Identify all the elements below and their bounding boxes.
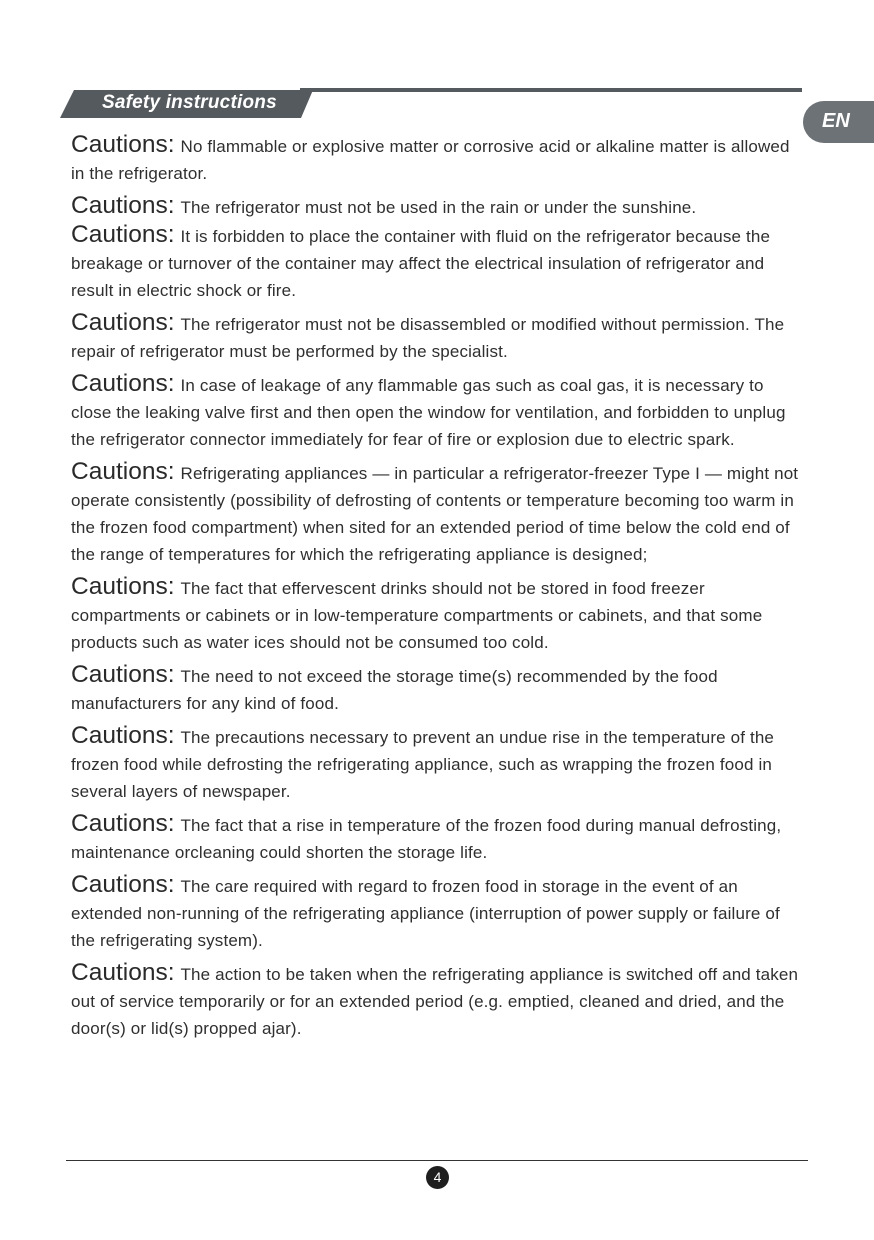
page-number: 4 <box>426 1166 449 1189</box>
caution-label: Cautions: <box>71 959 175 986</box>
caution-item <box>71 370 805 453</box>
caution-label: Cautions: <box>71 810 175 837</box>
caution-text: Refrigerating appliances — in particular a refrigerator-freezer Type I — might not operate consistently (possibility of defrosting of contents or temperature becoming too warm in the frozen food compartment) when sited for an extended period of time below the cold end of the range of temperatures for which the refrigerating appliance is designed; <box>71 464 799 564</box>
caution-label: Cautions: <box>71 309 175 336</box>
caution-item <box>71 458 805 568</box>
caution-item <box>71 221 805 304</box>
caution-label: Cautions: <box>71 221 175 248</box>
caution-text: No flammable or explosive matter or corrosive acid or alkaline matter is allowed in the refrigerator. <box>71 137 790 183</box>
language-tab <box>803 101 874 143</box>
header-rule <box>300 88 802 92</box>
caution-label: Cautions: <box>71 458 175 485</box>
caution-label: Cautions: <box>71 131 175 158</box>
caution-item <box>71 959 805 1042</box>
section-title: Safety instructions <box>102 92 277 113</box>
caution-text: The fact that effervescent drinks should not be stored in food freezer compartments or cabinets or in low-temperature compartments or cabinets, and that some products such as water ices should not be consumed too cold. <box>71 579 763 652</box>
caution-label: Cautions: <box>71 661 175 688</box>
cautions-list <box>71 131 805 1047</box>
caution-text: The care required with regard to frozen food in storage in the event of an extended non-running of the refrigerating appliance (interruption of power supply or failure of the refrigerating system). <box>71 877 780 950</box>
caution-item <box>71 573 805 656</box>
caution-label: Cautions: <box>71 871 175 898</box>
caution-item <box>71 722 805 805</box>
caution-text: In case of leakage of any flammable gas such as coal gas, it is necessary to close the leaking valve first and then open the window for ventilation, and forbidden to unplug the refrigerator connector immediately for fear of fire or explosion due to electric spark. <box>71 376 786 449</box>
caution-text: The fact that a rise in temperature of the frozen food during manual defrosting, maintenance orcleaning could shorten the storage life. <box>71 816 782 862</box>
caution-label: Cautions: <box>71 573 175 600</box>
caution-item <box>71 309 805 365</box>
caution-item <box>71 871 805 954</box>
caution-item <box>71 131 805 187</box>
caution-text: The need to not exceed the storage time(s) recommended by the food manufacturers for any kind of food. <box>71 667 718 713</box>
caution-text: The action to be taken when the refrigerating appliance is switched off and taken out of service temporarily or for an extended period (e.g. emptied, cleaned and dried, and the door(s) or lid(s) propped ajar). <box>71 965 799 1038</box>
caution-text: It is forbidden to place the container with fluid on the refrigerator because the breakage or turnover of the container may affect the electrical insulation of refrigerator and result in electric shock or fire. <box>71 227 771 300</box>
footer-rule <box>66 1160 808 1161</box>
caution-item <box>71 810 805 866</box>
caution-item <box>71 192 805 221</box>
caution-text: The precautions necessary to prevent an undue rise in the temperature of the frozen food while defrosting the refrigerating appliance, such as wrapping the frozen food in several layers of newspaper. <box>71 728 775 801</box>
caution-item <box>71 661 805 717</box>
language-label: EN <box>822 110 850 132</box>
section-header-tab <box>60 90 313 118</box>
caution-text: The refrigerator must not be disassembled or modified without permission. The repair of refrigerator must be performed by the specialist. <box>71 315 785 361</box>
caution-label: Cautions: <box>71 722 175 749</box>
caution-label: Cautions: <box>71 192 175 219</box>
caution-text: The refrigerator must not be used in the rain or under the sunshine. <box>180 198 697 217</box>
caution-label: Cautions: <box>71 370 175 397</box>
